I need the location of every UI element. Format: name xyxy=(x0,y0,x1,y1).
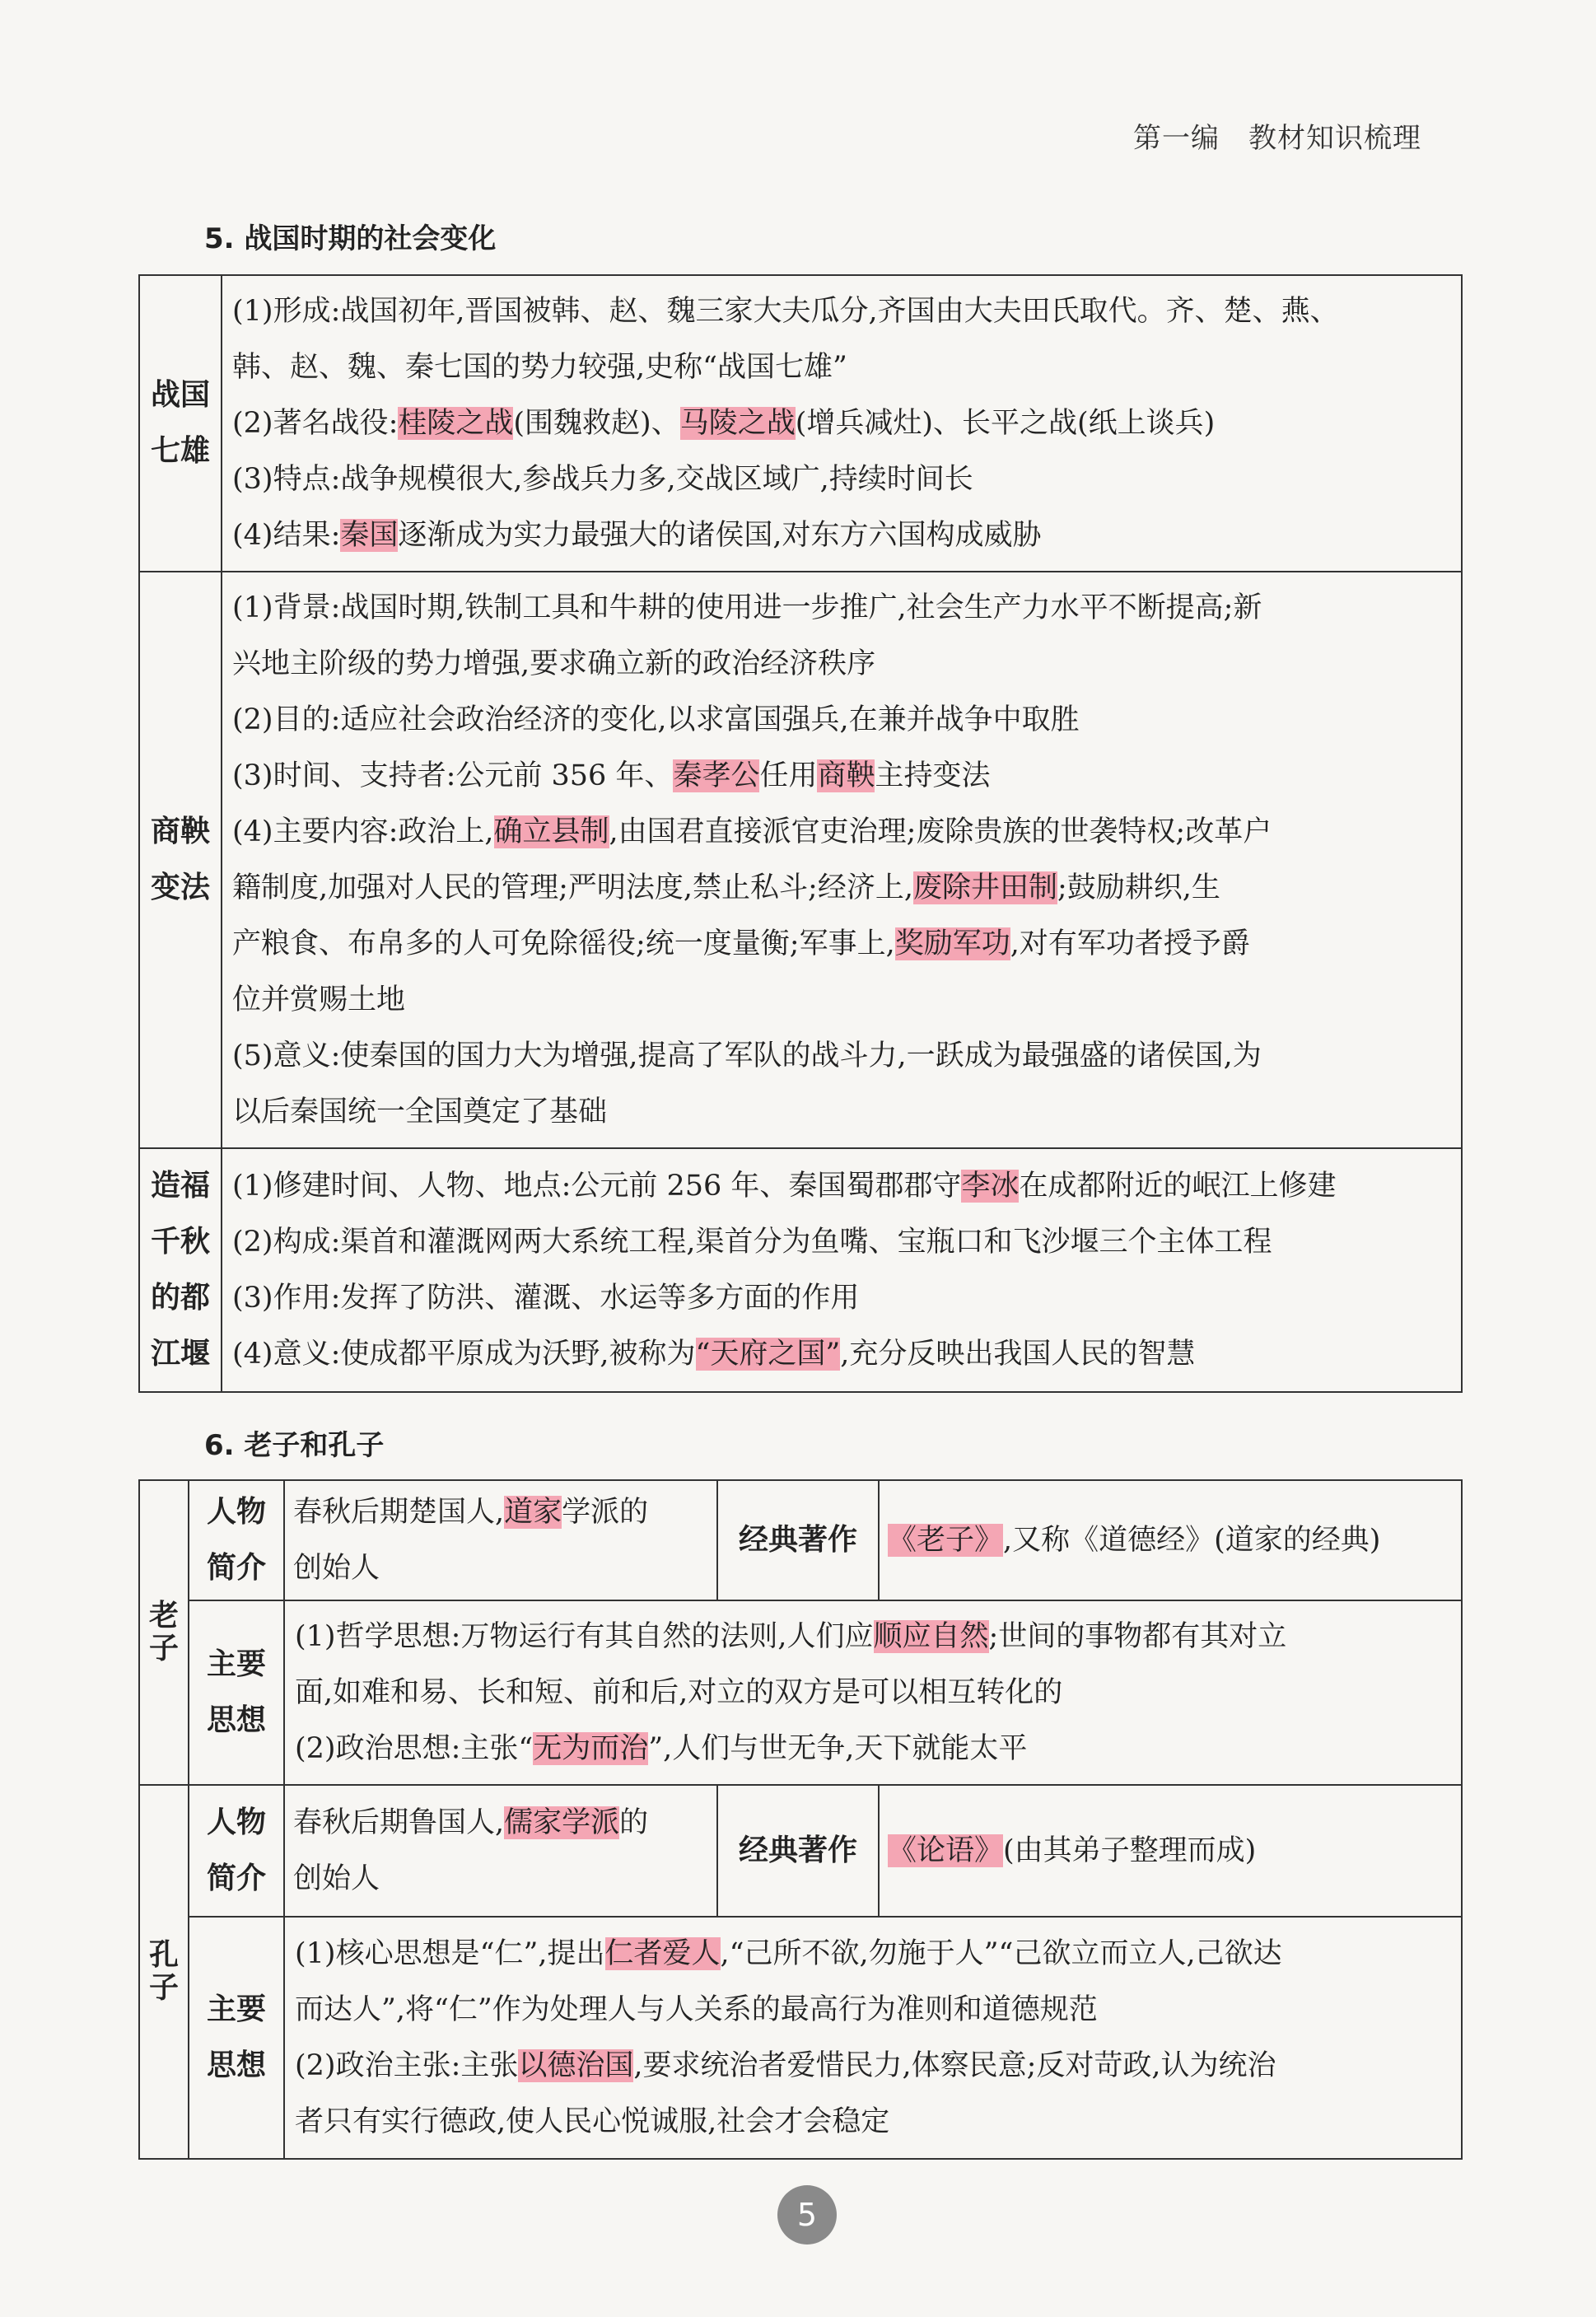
label-dujiangyan xyxy=(139,1148,222,1392)
row-dujiangyan xyxy=(139,1148,1462,1392)
row-qixiong xyxy=(139,275,1462,572)
laozi-thought-label: 主要思想 xyxy=(189,1600,284,1785)
highlight: 废除井田制 xyxy=(912,871,1057,904)
content-dujiangyan xyxy=(222,1148,1462,1392)
list-item: (2)著名战役:桂陵之战(围魏救赵)、马陵之战(增兵减灶)、长平之战(纸上谈兵) xyxy=(232,407,1216,440)
list-item: (4)结果:秦国逐渐成为实力最强大的诸侯国,对东方六国构成威胁 xyxy=(232,519,1042,552)
highlight: “天府之国” xyxy=(695,1338,841,1371)
list-item: (2)构成:渠首和灌溉网两大系统工程,渠首分为鱼嘴、宝瓶口和飞沙堰三个主体工程 xyxy=(232,1226,1272,1259)
highlight: 《老子》 xyxy=(888,1524,1004,1557)
laozi-intro-row xyxy=(139,1480,1462,1600)
laozi-works-label: 经典著作 xyxy=(717,1480,879,1600)
list-item: (1)修建时间、人物、地点:公元前 256 年、秦国蜀郡郡守李冰在成都附近的岷江上修建 xyxy=(232,1170,1337,1203)
list-item: (3)特点:战争规模很大,参战兵力多,交战区域广,持续时间长 xyxy=(232,463,973,496)
label-line: 的都 xyxy=(150,1281,210,1315)
running-header: 第一编 教材知识梳理 xyxy=(1133,122,1421,155)
laozi-thought xyxy=(284,1600,1462,1785)
list-item: (2)目的:适应社会政治经济的变化,以求富国强兵,在兼并战争中取胜 xyxy=(232,703,1080,736)
laozi-works: 《老子》,又称《道德经》(道家的经典) xyxy=(879,1480,1462,1600)
list-item: (1)哲学思想:万物运行有其自然的法则,人们应顺应自然;世间的事物都有其对立 面,如难和易、长和短、前和后,对立的双方是可以相互转化的 xyxy=(295,1620,1287,1709)
section-6-title: 6. 老子和孔子 xyxy=(204,1429,385,1462)
label-line: 江堰 xyxy=(150,1337,210,1371)
kongzi-works-label: 经典著作 xyxy=(717,1785,879,1917)
label-line: 变法 xyxy=(150,871,210,904)
section-5-title: 5. 战国时期的社会变化 xyxy=(204,222,497,255)
label-qixiong xyxy=(139,275,222,572)
label-line: 战国 xyxy=(150,378,210,412)
content-bianfa xyxy=(222,572,1462,1148)
kongzi-intro-row xyxy=(139,1785,1462,1917)
kongzi-thought-row xyxy=(139,1917,1462,2159)
list-item: (2)政治思想:主张“无为而治”,人们与世无争,天下就能太平 xyxy=(295,1732,1028,1765)
list-item: (5)意义:使秦国的国力大为增强,提高了军队的战斗力,一跃成为最强盛的诸侯国,为 以后秦国统一全国奠定了基础 xyxy=(232,1039,1262,1128)
highlight: 李冰 xyxy=(961,1170,1020,1203)
label-line: 七雄 xyxy=(150,434,210,468)
highlight: 顺应自然 xyxy=(873,1620,989,1653)
laozi-name: 老子 xyxy=(139,1480,189,1785)
label-bianfa xyxy=(139,572,222,1148)
highlight: 奖励军功 xyxy=(894,927,1010,960)
highlight: 确立县制 xyxy=(493,815,609,848)
list-item: (3)时间、支持者:公元前 356 年、秦孝公任用商鞅主持变法 xyxy=(232,759,991,792)
laozi-intro-label: 人物简介 xyxy=(189,1480,284,1600)
row-bianfa xyxy=(139,572,1462,1148)
label-line: 商鞅 xyxy=(150,815,210,848)
highlight: 以德治国 xyxy=(518,2049,634,2082)
highlight: 儒家学派 xyxy=(504,1806,620,1839)
laozi-thought-row xyxy=(139,1600,1462,1785)
section-6-table xyxy=(138,1479,1463,2160)
kongzi-thought xyxy=(284,1917,1462,2159)
kongzi-intro-label: 人物简介 xyxy=(189,1785,284,1917)
kongzi-name: 孔子 xyxy=(139,1785,189,2159)
page-number: 5 xyxy=(777,2185,837,2245)
kongzi-thought-label: 主要思想 xyxy=(189,1917,284,2159)
list-item: (4)意义:使成都平原成为沃野,被称为“天府之国”,充分反映出我国人民的智慧 xyxy=(232,1338,1196,1371)
highlight: 马陵之战 xyxy=(679,407,796,440)
kongzi-works: 《论语》(由其弟子整理而成) xyxy=(879,1785,1462,1917)
highlight: 《论语》 xyxy=(888,1834,1004,1867)
label-line: 造福 xyxy=(150,1169,210,1203)
laozi-intro: 春秋后期楚国人,道家学派的 创始人 xyxy=(284,1480,717,1600)
kongzi-intro: 春秋后期鲁国人,儒家学派的 创始人 xyxy=(284,1785,717,1917)
highlight: 商鞅 xyxy=(817,759,875,792)
highlight: 无为而治 xyxy=(533,1732,649,1765)
content-qixiong xyxy=(222,275,1462,572)
list-item: (4)主要内容:政治上,确立县制,由国君直接派官吏治理;废除贵族的世袭特权;改革户 籍制度,加强对人民的管理;严明法度,禁止私斗;经济上,废除井田制;鼓励耕织,生 产粮食、布帛多的人可免除徭役;统一度量衡;军事上,奖励军功,对有军功者授予爵 位并赏赐土地 xyxy=(232,815,1272,1016)
list-item: (1)背景:战国时期,铁制工具和牛耕的使用进一步推广,社会生产力水平不断提高;新 兴地主阶级的势力增强,要求确立新的政治经济秩序 xyxy=(232,591,1262,680)
highlight: 秦国 xyxy=(340,519,399,552)
highlight: 秦孝公 xyxy=(673,759,760,792)
section-5-table xyxy=(138,274,1463,1393)
list-item: (3)作用:发挥了防洪、灌溉、水运等多方面的作用 xyxy=(232,1282,860,1315)
highlight: 仁者爱人 xyxy=(604,1937,721,1970)
highlight: 道家 xyxy=(504,1496,562,1529)
list-item: (1)核心思想是“仁”,提出仁者爱人,“己所不欲,勿施于人”“己欲立而立人,己欲达 而达人”,将“仁”作为处理人与人关系的最高行为准则和道德规范 xyxy=(295,1937,1282,2026)
list-item: (2)政治主张:主张以德治国,要求统治者爱惜民力,体察民意;反对苛政,认为统治 者只有实行德政,使人民心悦诚服,社会才会稳定 xyxy=(295,2049,1276,2138)
list-item: (1)形成:战国初年,晋国被韩、赵、魏三家大夫瓜分,齐国由大夫田氏取代。齐、楚、燕、 韩、赵、魏、秦七国的势力较强,史称“战国七雄” xyxy=(232,295,1339,384)
label-line: 千秋 xyxy=(150,1225,210,1259)
highlight: 桂陵之战 xyxy=(398,407,514,440)
